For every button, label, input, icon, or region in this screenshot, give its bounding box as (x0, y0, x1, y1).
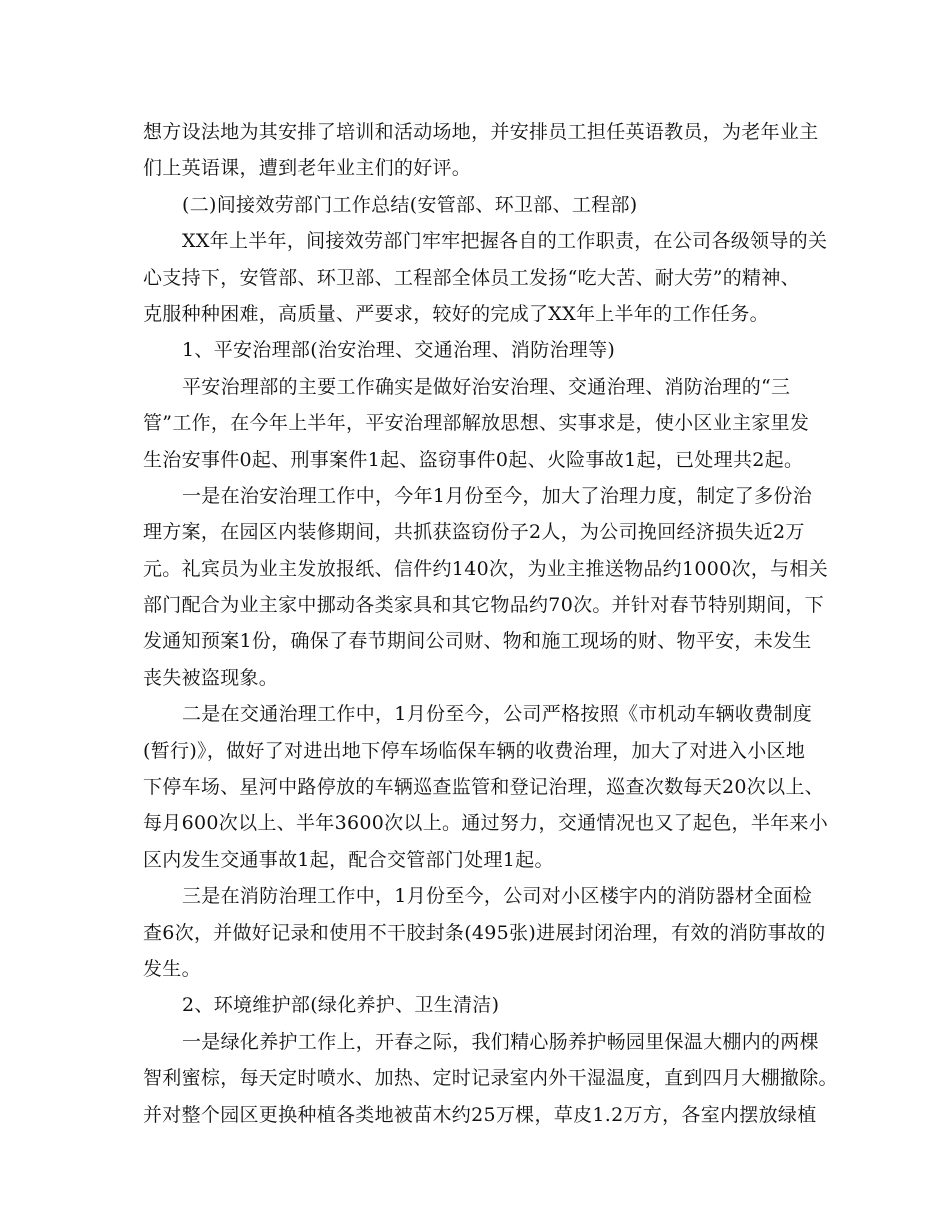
paragraph-line: 们上英语课，遭到老年业主们的好评。 (143, 157, 472, 180)
paragraph-line: 理方案，在园区内装修期间，共抓获盗窃份子2人，为公司挽回经济损失近2万 (143, 521, 805, 544)
paragraph-line: 管”工作，在今年上半年，平安治理部解放思想、实事求是，使小区业主家里发 (143, 412, 810, 435)
paragraph-line: 智利蜜棕，每天定时喷水、加热、定时记录室内外干湿温度，直到四月大棚撤除。 (143, 1067, 838, 1090)
paragraph-line: (暂行)》，做好了对进出地下停车场临保车辆的收费治理，加大了对进入小区地 (143, 739, 806, 762)
paragraph-line: 一是绿化养护工作上，开春之际，我们精心肠养护畅园里保温大棚内的两棵 (182, 1030, 819, 1053)
paragraph-line: 平安治理部的主要工作确实是做好治安治理、交通治理、消防治理的“三 (182, 375, 791, 398)
paragraph-line: 发通知预案1份，确保了春节期间公司财、物和施工现场的财、物平安，未发生 (143, 630, 812, 653)
paragraph-line: 部门配合为业主家中挪动各类家具和其它物品约70次。并针对春节特别期间，下 (143, 594, 824, 617)
paragraph-line: 元。礼宾员为业主发放报纸、信件约140次，为业主推送物品约1000次，与相关 (143, 557, 829, 580)
paragraph-line: 下停车场、星河中路停放的车辆巡查监管和登记治理，巡查次数每天20次以上、 (143, 776, 824, 799)
paragraph-line: 查6次，并做好记录和使用不干胶封条(495张)进展封闭治理，有效的消防事故的 (143, 921, 826, 944)
document-body (143, 114, 838, 1133)
paragraph-line: 丧失被盗现象。 (143, 666, 279, 689)
paragraph-line: 每月600次以上、半年3600次以上。通过努力，交通情况也又了起色，半年来小 (143, 812, 829, 835)
paragraph-line: 生治安事件0起、刑事案件1起、盗窃事件0起、火险事故1起，已处理共2起。 (143, 448, 804, 471)
paragraph-line: XX年上半年，间接效劳部门牢牢把握各自的工作职责，在公司各级领导的关 (182, 230, 828, 253)
paragraph-line: 并对整个园区更换种植各类地被苗木约25万棵，草皮1.2万方，各室内摆放绿植 (143, 1103, 817, 1126)
paragraph-line: 区内发生交通事故1起，配合交管部门处理1起。 (143, 848, 554, 871)
paragraph-line: 三是在消防治理工作中，1月份至今，公司对小区楼宇内的消防器材全面检 (182, 885, 812, 908)
section-heading: (二)间接效劳部门工作总结(安管部、环卫部、工程部) (182, 193, 638, 216)
paragraph-line: 发生。 (143, 957, 201, 980)
paragraph-line: 心支持下，安管部、环卫部、工程部全体员工发扬“吃大苦、耐大劳”的精神、 (143, 266, 800, 289)
paragraph-line: 克服种种困难，高质量、严要求，较好的完成了XX年上半年的工作任务。 (143, 302, 769, 325)
paragraph-line: 一是在治安治理工作中，今年1月份至今，加大了治理力度，制定了多份治 (182, 484, 812, 507)
paragraph-line: 想方设法地为其安排了培训和活动场地，并安排员工担任英语教员，为老年业主 (143, 121, 819, 143)
paragraph-line: 二是在交通治理工作中，1月份至今，公司严格按照《市机动车辆收费制度 (182, 703, 812, 726)
section-heading: 2、环境维护部(绿化养护、卫生清洁) (182, 994, 500, 1017)
section-heading: 1、平安治理部(治安治理、交通治理、消防治理等) (182, 339, 616, 362)
